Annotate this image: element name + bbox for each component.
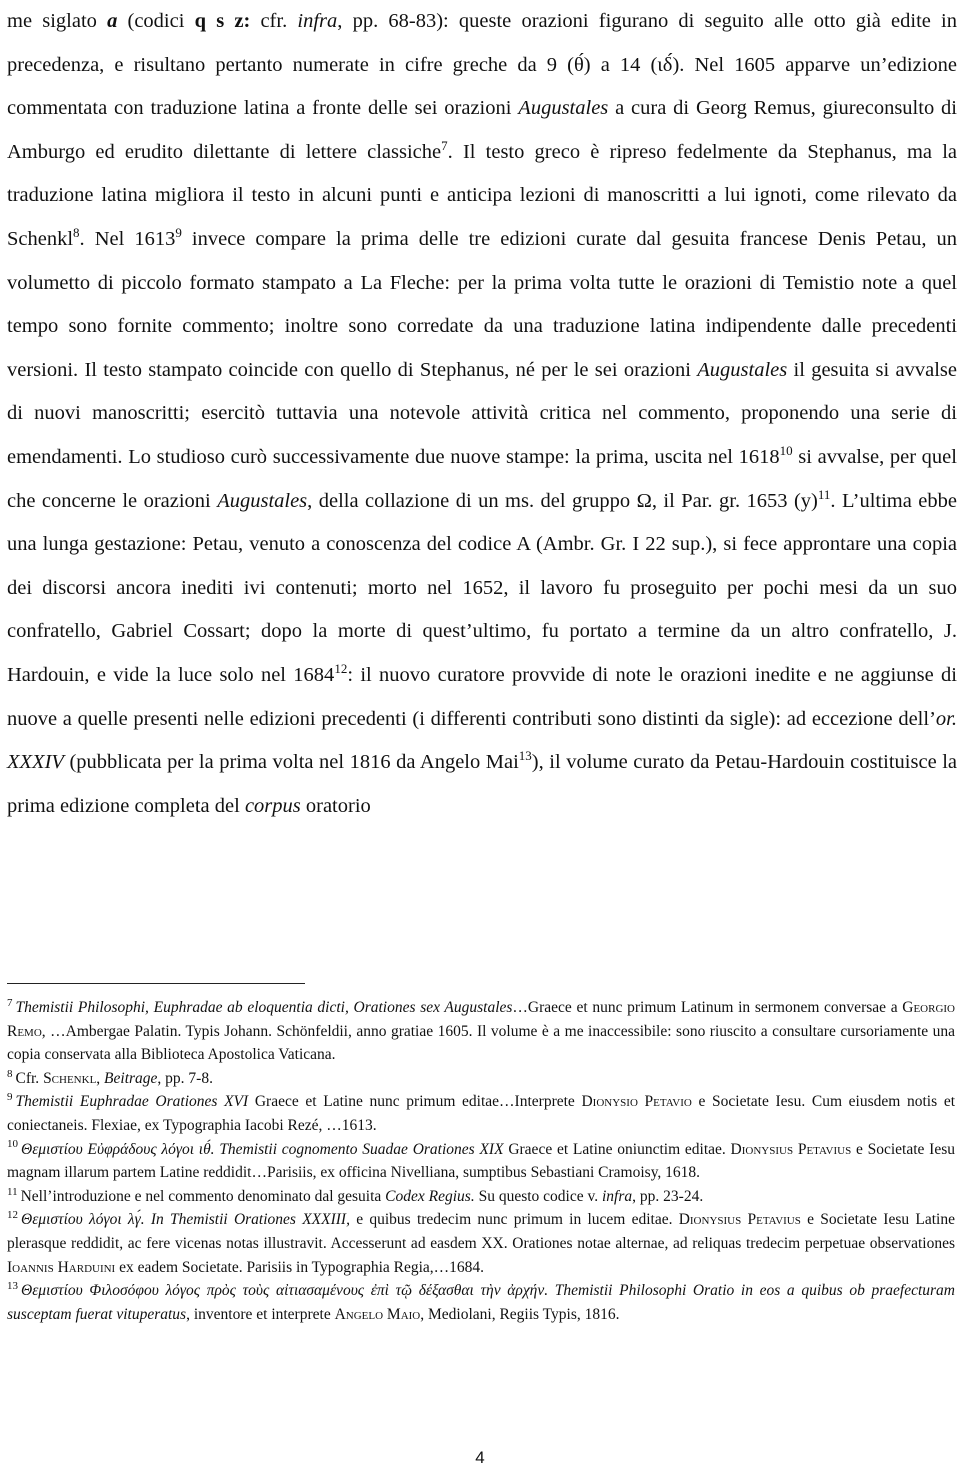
- note-text: , pp. 23-24.: [632, 1187, 704, 1205]
- footnote-10: [7, 1138, 955, 1185]
- note-text: Cfr.: [15, 1069, 44, 1087]
- footnote-number: 8: [7, 1067, 13, 1080]
- italic-oration-ref: or. XXXIV: [7, 707, 957, 774]
- footnote-ref-13[interactable]: 13: [518, 748, 532, 764]
- footnote-separator: [7, 983, 305, 984]
- text-segment: oratorio: [300, 794, 371, 817]
- text-segment: (pubblicata per la prima volta nel 1816 da Angelo Mai: [63, 751, 519, 774]
- text-segment: , pp. 68-83): queste orazioni figurano di seguito alle otto già edite in precedenza, e risultano pertanto numerate in cifre greche da 9 (θ́) a 14 (ιδ́). Nel 1605 apparve un’edizione commentata con traduzione latina a fronte delle sei orazioni: [7, 10, 957, 120]
- italic-title: Themistii Euphradae Orationes XVI: [15, 1093, 249, 1111]
- italic-title: Θεμιστίου Εὐφράδους λόγοι ιθ́. Themistii cognomento Suadae Orationes XIX: [21, 1140, 504, 1158]
- footnote-11: [7, 1185, 955, 1209]
- footnote-number: 11: [7, 1185, 18, 1198]
- smallcaps-name: Dionysio Petavio: [581, 1093, 692, 1111]
- text-segment: cfr.: [250, 10, 298, 32]
- footnote-ref-8[interactable]: 8: [73, 225, 80, 241]
- text-segment: a cura di Georg Remus, giureconsulto di Amburgo ed erudito dilettante di lettere classiche: [7, 97, 957, 163]
- smallcaps-name: Georgio Remo: [7, 999, 955, 1040]
- footnote-ref-7[interactable]: 7: [441, 137, 448, 153]
- footnote-7: [7, 996, 955, 1067]
- note-text: , …Ambergae Palatin. Typis Johann. Schönfeldii, anno gratiae 1605. Il volume è a me inaccessibile: sono riuscito a consultare cursoriamente una copia conservata alla Biblioteca Apostolica Vaticana.: [7, 1022, 955, 1064]
- text-segment: me siglato: [7, 10, 108, 32]
- note-text: , Mediolani, Regiis Typis, 1816.: [420, 1305, 620, 1323]
- footnote-13: [7, 1279, 955, 1326]
- note-text: ex eadem Societate. Parisiis in Typographia Regia,…1684.: [115, 1258, 485, 1276]
- codices-sigla: q s z:: [194, 10, 251, 32]
- footnote-9: [7, 1090, 955, 1137]
- footnote-number: 10: [7, 1138, 18, 1151]
- italic-infra: infra: [297, 10, 338, 32]
- footnote-8: [7, 1067, 955, 1091]
- note-text: ,: [96, 1069, 105, 1087]
- note-text: e Societate Iesu Latine plerasque reddidit, ac fere vicenas notas illustravit. Accesserunt ad easdem XX. Orationes notae alternae, ad reliquas tredecim perpetuae observationes: [7, 1211, 955, 1252]
- italic-title: Codex Regius.: [385, 1187, 475, 1205]
- note-text: e quibus tredecim nunc primum in lucem editae.: [349, 1211, 679, 1229]
- italic-title: Beitrage: [104, 1069, 158, 1087]
- page-number: 4: [475, 1448, 485, 1467]
- smallcaps-name: Angelo Maio: [334, 1305, 421, 1323]
- footnote-12: [7, 1208, 955, 1279]
- footnote-number: 9: [7, 1091, 13, 1104]
- smallcaps-name: Schenkl: [43, 1069, 97, 1087]
- text-segment: il gesuita si avvalse di nuovi manoscritti; esercitò tuttavia una notevole attività critica nel commento, proponendo una serie di emendamenti. Lo studioso curò successivamente due nuove stampe: la prima, uscita nel 1618: [7, 358, 957, 468]
- main-text: [7, 0, 957, 828]
- italic-title: Θεμιστίου Φιλοσόφου λόγος πρὸς τοὺς αἰτιασαμένους ἐπὶ τῷ δέξασθαι τὴν ἀρχήν. Themistii Philosophi Oratio in eos a quibus ob praefecturam susceptam fuerat vituperatus: [7, 1282, 955, 1323]
- italic-augustales: Augustales: [697, 358, 788, 381]
- note-text: e Societate Iesu magnam illarum partem Latine reddidit…Parisiis, ex officina Nivelliana, sumptibus Sebastiani Cramoisy, 1618.: [7, 1140, 956, 1182]
- smallcaps-name: Dionysius Petavius: [678, 1211, 801, 1229]
- text-segment: : il nuovo curatore provvide di note le orazioni inedite e ne aggiunse di nuove a quelle presenti nelle edizioni precedenti (i differenti contributi sono distinti da sigle): ad eccezione dell’: [7, 663, 957, 730]
- footnote-ref-10[interactable]: 10: [779, 443, 793, 459]
- footnote-ref-11[interactable]: 11: [817, 486, 831, 502]
- text-segment: si avvalse, per quel che concerne le orazioni: [7, 445, 957, 512]
- italic-augustales: Augustales: [518, 97, 609, 120]
- note-text: , inventore et interprete: [186, 1305, 335, 1323]
- footnotes: [7, 996, 955, 1326]
- footnote-ref-12[interactable]: 12: [334, 661, 348, 677]
- smallcaps-name: Dionysius Petavius: [730, 1140, 852, 1158]
- italic-augustales: Augustales: [217, 489, 308, 512]
- text-segment: (codici: [117, 10, 195, 32]
- note-text: , pp. 7-8.: [157, 1069, 213, 1087]
- body-paragraph: [7, 0, 957, 828]
- note-text: Graece et Latine nunc primum editae…Interprete: [248, 1093, 582, 1111]
- siglum-a: a: [107, 10, 118, 32]
- note-text: Graece et Latine oniunctim editae.: [503, 1140, 731, 1158]
- note-text: Nell’introduzione e nel commento denominato dal gesuita: [20, 1187, 386, 1205]
- text-segment: invece compare la prima delle tre edizioni curate dal gesuita francese Denis Petau, un volumetto di piccolo formato stampato a La Fleche: per la prima volta tutte le orazioni di Temistio note a quel tempo sono fornite commento; inoltre sono corredate da una traduzione latina indipendente dalle precedenti versioni. Il testo stampato coincide con quello di Stephanus, né per le sei orazioni: [7, 227, 957, 381]
- text-segment: . Nel 1613: [79, 227, 176, 250]
- note-text: e Societate Iesu. Cum eiusdem notis et coniectaneis. Flexiae, ex Typographia Iacobi Rezé, …1613.: [7, 1093, 956, 1134]
- italic-title: Themistii Philosophi, Euphradae ab eloquentia dicti, Orationes sex Augustales: [15, 999, 513, 1016]
- text-segment: ), il volume curato da Petau-Hardouin costituisce la prima edizione completa del: [7, 751, 957, 817]
- italic-corpus: corpus: [244, 794, 301, 817]
- footnote-number: 7: [7, 996, 13, 1009]
- smallcaps-name: Ioannis Harduini: [7, 1258, 116, 1276]
- text-segment: , della collazione di un ms. del gruppo Ω, il Par. gr. 1653 (y): [307, 489, 818, 512]
- italic-title: Θεμιστίου λόγοι λγ́. In Themistii Orationes XXXIII,: [21, 1211, 350, 1229]
- text-segment: . Il testo greco è ripreso fedelmente da Stephanus, ma la traduzione latina migliora il testo in alcuni punti e anticipa lezioni di manoscritti a lui ignoti, come rilevato da Schenkl: [7, 140, 958, 250]
- note-text: Su questo codice v.: [474, 1187, 602, 1205]
- text-segment: . L’ultima ebbe una lunga gestazione: Petau, venuto a conoscenza del codice A (Ambr. Gr. I 22 sup.), si fece approntare una copia dei discorsi ancora inediti ivi contenuti; morto nel 1652, il lavoro fu proseguito per pochi mesi da un suo confratello, Gabriel Cossart; dopo la morte di quest’ultimo, fu portato a termine da un altro confratello, J. Hardouin, e vide la luce solo nel 1684: [7, 489, 957, 686]
- note-text: …Graece et nunc primum Latinum in sermonem conversae a: [512, 999, 903, 1016]
- footnote-number: 13: [7, 1279, 18, 1292]
- footnote-ref-9[interactable]: 9: [175, 225, 182, 241]
- italic-infra: infra: [602, 1187, 633, 1205]
- footnote-number: 12: [7, 1209, 18, 1222]
